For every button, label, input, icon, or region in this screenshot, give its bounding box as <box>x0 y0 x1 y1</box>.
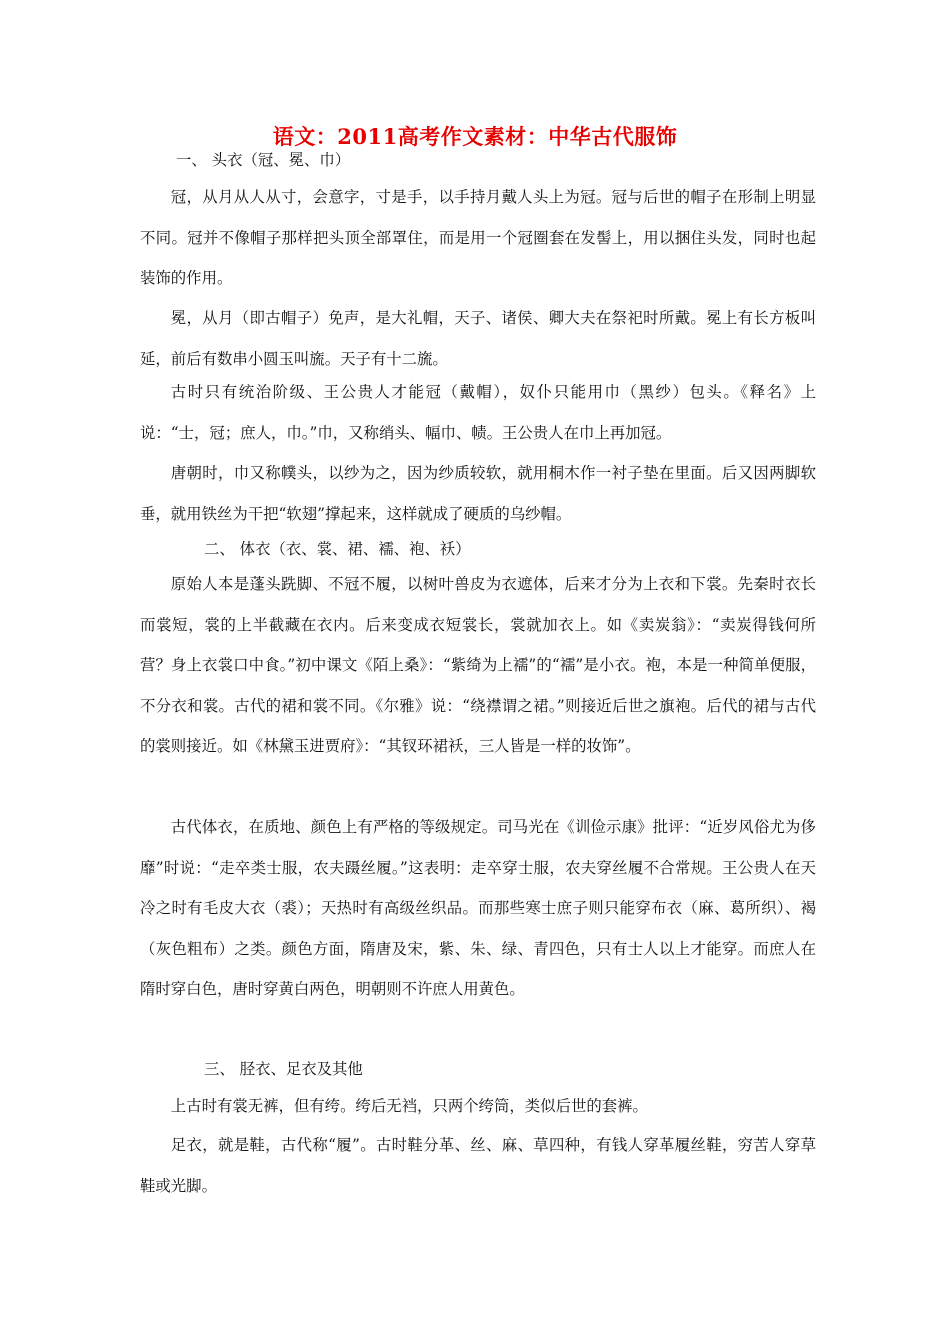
paragraph: 唐朝时，巾又称幞头，以纱为之，因为纱质较软，就用桐木作一衬子垫在里面。后又因两脚软垂，就用铁丝为干把“软翅”撑起来，这样就成了硬质的乌纱帽。 <box>140 464 816 523</box>
paragraph: 古代体衣，在质地、颜色上有严格的等级规定。司马光在《训俭示康》批评：“近岁风俗尤为侈靡”时说：“走卒类士服，农夫蹑丝履。”这表明：走卒穿士服，农夫穿丝履不合常规。王公贵人在天冷之时有毛皮大衣（裘）；天热时有高级丝织品。而那些寒士庶子则只能穿布衣（麻、葛所织）、褐（灰色粗布）之类。颜色方面，隋唐及宋，紫、朱、绿、青四色，只有士人以上才能穿。而庶人在隋时穿白色，唐时穿黄白两色，明朝则不许庶人用黄色。 <box>140 818 816 998</box>
paragraph: 上古时有裳无裤，但有绔。绔后无裆，只两个绔筒，类似后世的套裤。 <box>170 1097 648 1115</box>
section-heading-2: 二、 体衣（衣、裳、裙、襦、袍、袄） <box>204 540 471 558</box>
paragraph: 古时只有统治阶级、王公贵人才能冠（戴帽），奴仆只能用巾（黑纱）包头。《释名》上说：“士，冠；庶人，巾。”巾，又称绡头、幅巾、帻。王公贵人在巾上再加冠。 <box>140 383 816 442</box>
section-heading-3: 三、 胫衣、足衣及其他 <box>204 1060 363 1078</box>
paragraph: 冠，从月从人从寸，会意字，寸是手，以手持月戴人头上为冠。冠与后世的帽子在形制上明显不同。冠并不像帽子那样把头顶全部罩住，而是用一个冠圈套在发髻上，用以捆住头发，同时也起装饰的作用。 <box>140 188 816 287</box>
paragraph: 原始人本是蓬头跣脚、不冠不履，以树叶兽皮为衣遮体，后来才分为上衣和下裳。先秦时衣长而裳短，裳的上半截藏在衣内。后来变成衣短裳长，裳就加衣上。如《卖炭翁》：“卖炭得钱何所营？身上衣裳口中食。”初中课文《陌上桑》：“紫绮为上襦”的“襦”是小衣。袍，本是一种简单便服，不分衣和裳。古代的裙和裳不同。《尔雅》说：“绕襟谓之裙。”则接近后世之旗袍。后代的裙与古代的裳则接近。如《林黛玉进贾府》：“其钗环裙袄，三人皆是一样的妆饰”。 <box>140 575 816 755</box>
document-title: 语文：2011高考作文素材：中华古代服饰 <box>272 124 678 149</box>
paragraph: 冕，从月（即古帽子）免声，是大礼帽，天子、诸侯、卿大夫在祭祀时所戴。冕上有长方板叫延，前后有数串小圆玉叫旒。天子有十二旒。 <box>140 309 816 368</box>
section-heading-1: 一、 头衣（冠、冕、巾） <box>176 151 351 169</box>
paragraph: 足衣，就是鞋，古代称“履”。古时鞋分革、丝、麻、草四种，有钱人穿革履丝鞋，穷苦人穿草鞋或光脚。 <box>140 1136 816 1195</box>
